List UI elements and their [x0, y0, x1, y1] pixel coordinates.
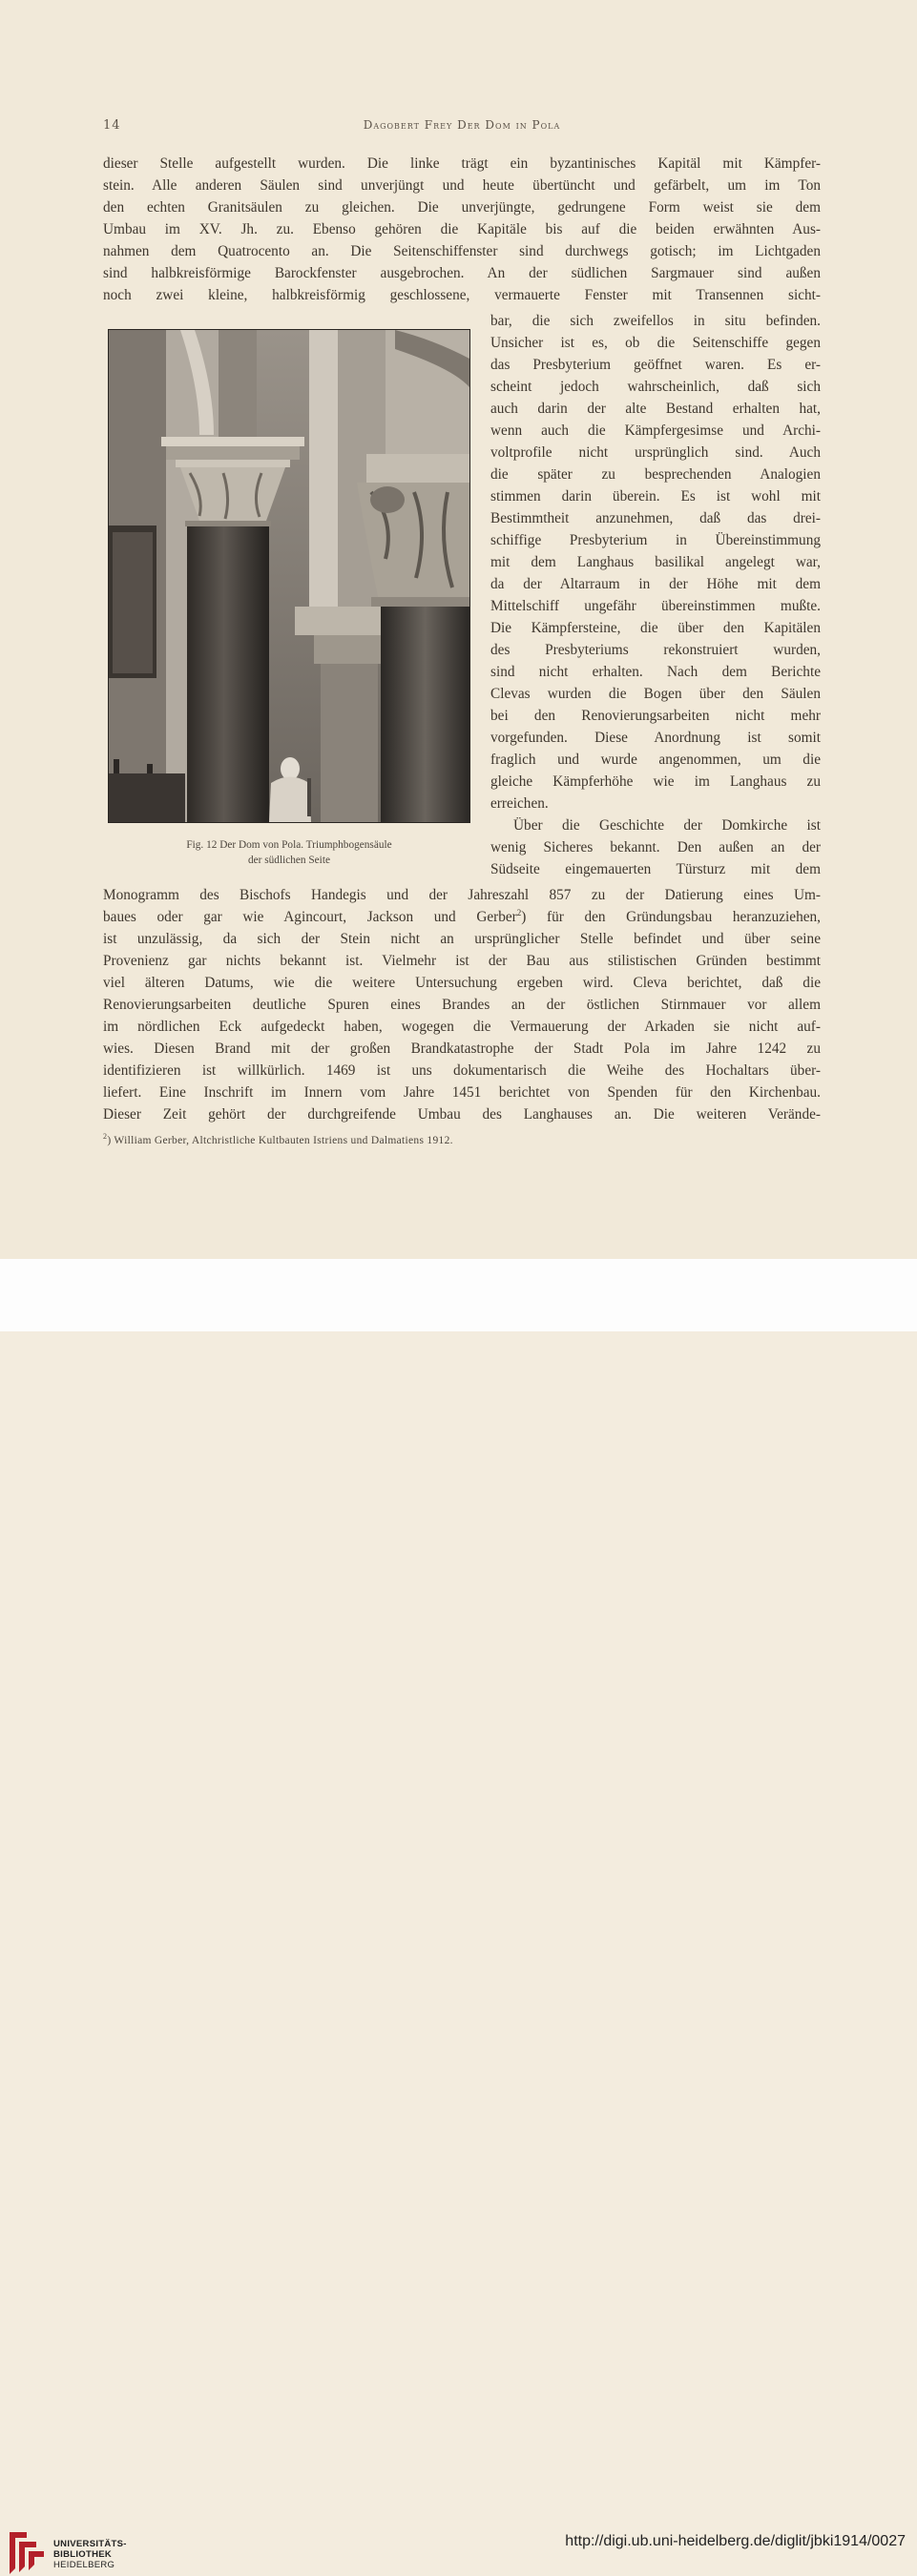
column-line: scheint jedoch wahrscheinlich, daß sich [490, 379, 821, 395]
column-line: wenn auch die Kämpfergesimse und Archi- [490, 422, 821, 439]
column-line: voltprofile nicht ursprünglich sind. Auch [490, 444, 821, 461]
text-line: Dieser Zeit gehört der durchgreifende Umbau des Langhauses an. Die weiteren Verände- [103, 1106, 821, 1123]
caption-line: Fig. 12 Der Dom von Pola. Triumphbogensäule [186, 839, 392, 851]
caption-line: der südlichen Seite [248, 855, 330, 866]
footnote-text: ) William Gerber, Altchristliche Kultbauten Istriens und Dalmatiens 1912. [107, 1135, 453, 1146]
column-line: Südseite eingemauerten Türsturz mit dem [490, 861, 821, 877]
permalink-url[interactable]: http://digi.ub.uni-heidelberg.de/diglit/jbki1914/0027 [565, 2533, 906, 2549]
column-line: des Presbyteriums rekonstruiert wurden, [490, 642, 821, 658]
footnote-ref: 2 [516, 907, 522, 917]
column-line: vorgefunden. Diese Anordnung ist somit [490, 730, 821, 746]
page-number: 14 [103, 118, 121, 133]
column-line: gleiche Kämpferhöhe wie im Langhaus zu [490, 773, 821, 790]
column-line: fraglich und wurde angenommen, um die [490, 752, 821, 768]
figure-caption [108, 837, 470, 868]
scanned-page [0, 0, 917, 1259]
column-line: wenig Sicheres bekannt. Den außen an der [490, 839, 821, 855]
text-fragment: baues oder gar wie Agincourt, Jackson und Gerber [103, 909, 517, 925]
column-line: mit dem Langhaus basilikal angelegt war, [490, 554, 821, 570]
column-line: da der Altarraum in der Höhe mit dem [490, 576, 821, 592]
column-line: die später zu besprechenden Analogien [490, 466, 821, 483]
column-line: auch darin der alte Bestand erhalten hat, [490, 401, 821, 417]
text-line: dieser Stelle aufgestellt wurden. Die linke trägt ein byzantinisches Kapitäl mit Kämpfer- [103, 155, 821, 172]
text-line: viel älteren Datums, wie die weitere Untersuchung ergeben wird. Cleva berichtet, daß die [103, 975, 821, 991]
column-line: bei den Renovierungsarbeiten nicht mehr [490, 708, 821, 724]
text-fragment: ) für den Gründungsbau heranzuziehen, [521, 909, 821, 925]
column-line: Mittelschiff ungefähr übereinstimmen mußte. [490, 598, 821, 614]
photo-illustration [109, 330, 469, 822]
text-line: liefert. Eine Inschrift im Innern vom Jahre 1451 berichtet von Spenden für den Kirchenbau. [103, 1084, 821, 1101]
text-line [103, 906, 821, 928]
column-line: schiffige Presbyterium in Übereinstimmung [490, 532, 821, 548]
running-title: Dagobert Frey Der Dom in Pola [363, 118, 561, 132]
library-footer [0, 1259, 917, 2570]
footnote-marker: 2 [103, 1132, 108, 1142]
page-header [103, 118, 821, 137]
figure-photo [108, 329, 470, 823]
column-line: das Presbyterium geöffnet waren. Es er- [490, 357, 821, 373]
column-line: Bestimmtheit anzunehmen, daß das drei- [490, 510, 821, 526]
text-line: Provenienz gar nichts bekannt ist. Vielmehr ist der Bau aus stilistischen Gründen bestimmt [103, 953, 821, 969]
column-line: Unsicher ist es, ob die Seitenschiffe gegen [490, 335, 821, 351]
column-line: erreichen. [490, 795, 549, 812]
text-line: Monogramm des Bischofs Handegis und der Jahreszahl 857 zu der Datierung eines Um- [103, 887, 821, 903]
column-line: Die Kämpfersteine, die über den Kapitälen [490, 620, 821, 636]
text-line: noch zwei kleine, halbkreisförmig geschlossene, vermauerte Fenster mit Transennen sicht- [103, 287, 821, 303]
library-name-line: BIBLIOTHEK [53, 2549, 113, 2560]
column-line: bar, die sich zweifellos in situ befinden. [490, 313, 821, 329]
column-line: Über die Geschichte der Domkirche ist [513, 817, 821, 834]
text-line: wies. Diesen Brand mit der großen Brandkatastrophe der Stadt Pola im Jahre 1242 zu [103, 1041, 821, 1057]
text-line: identifizieren ist willkürlich. 1469 ist uns dokumentarisch die Weihe des Hochaltars über- [103, 1062, 821, 1079]
library-name-line: UNIVERSITÄTS- [53, 2539, 127, 2549]
text-line: nahmen dem Quatrocento an. Die Seitenschiffenster sind durchwegs gotisch; im Lichtgaden [103, 243, 821, 259]
text-line: den echten Granitsäulen zu gleichen. Die unverjüngte, gedrungene Form weist sie dem [103, 199, 821, 216]
library-logo-icon[interactable] [8, 2530, 46, 2576]
text-line: im nördlichen Eck aufgedeckt haben, wogegen die Vermauerung der Arkaden sie nicht auf- [103, 1019, 821, 1035]
footnote [103, 1132, 453, 1146]
column-line: sind nicht erhalten. Nach dem Berichte [490, 664, 821, 680]
library-name[interactable] [53, 2539, 127, 2570]
text-line: ist unzulässig, da sich der Stein nicht an ursprünglicher Stelle befindet und über seine [103, 931, 821, 947]
text-line: sind halbkreisförmige Barockfenster ausgebrochen. An der südlichen Sargmauer sind außen [103, 265, 821, 281]
column-line: stimmen darin überein. Es ist wohl mit [490, 488, 821, 505]
text-line: Renovierungsarbeiten deutliche Spuren eines Brandes an der östlichen Stirnmauer vor allem [103, 997, 821, 1013]
library-name-line: HEIDELBERG [53, 2560, 115, 2570]
column-line: Clevas wurden die Bogen über den Säulen [490, 686, 821, 702]
text-line: stein. Alle anderen Säulen sind unverjüngt und heute übertüncht und gefärbelt, um im Ton [103, 177, 821, 194]
text-line: Umbau im XV. Jh. zu. Ebenso gehören die Kapitäle bis auf die beiden erwähnten Aus- [103, 221, 821, 237]
